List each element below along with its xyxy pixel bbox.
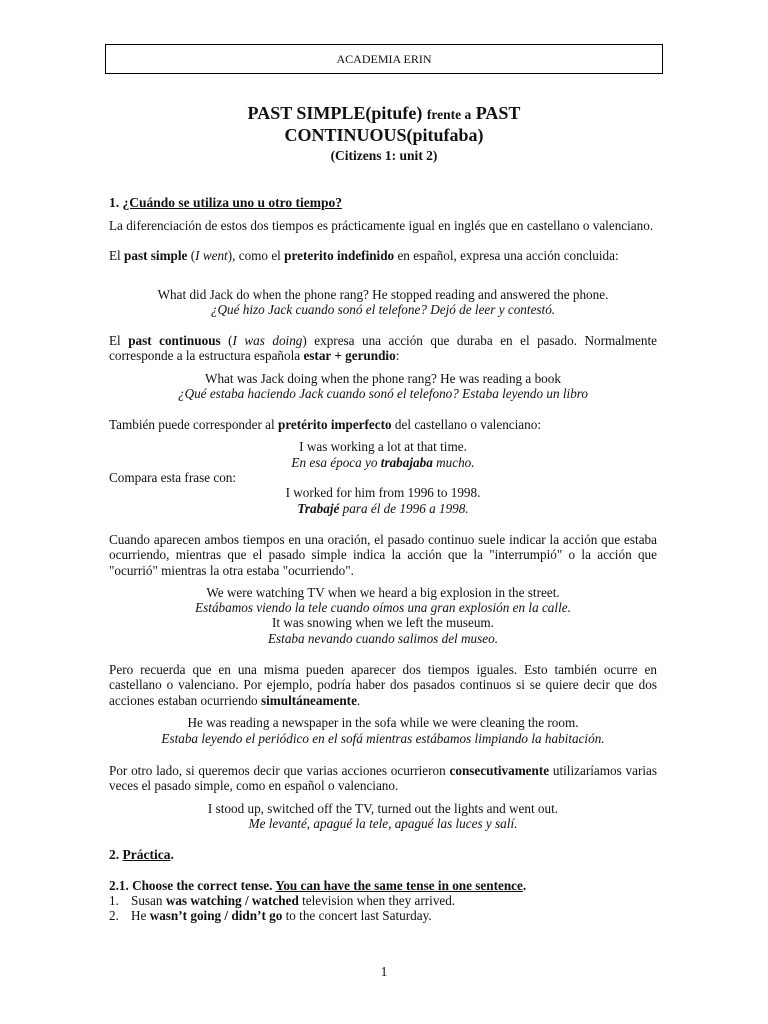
text: El [109,248,125,263]
text: del castellano o valenciano: [391,417,542,432]
text: El [109,333,129,348]
example-7-spanish: Estaba leyendo el periódico en el sofá mientras estábamos limpiando la habitación. [161,731,605,746]
school-name: ACADEMIA ERIN [336,52,432,66]
exercise-item-1 [109,893,657,908]
paragraph-past-continuous [109,333,657,364]
text: ) expresa una acción que duraba en el pasado. Normalmente corresponde a la estructura española [109,333,657,364]
title-past-simple: PAST SIMPLE(pitufe) [247,103,427,123]
exercise-2-1-instructions [109,878,657,893]
example-5-spanish: Estábamos viendo la tele cuando oímos una gran explosión en la calle. [195,600,571,615]
text: Por otro lado, si queremos decir que varias acciones ocurrieron [109,763,450,778]
exercise-title: 2.1. Choose the correct tense. [109,878,276,893]
section-1-title: ¿Cuándo se utiliza uno u otro tiempo? [122,195,343,210]
term-simultaneamente: simultáneamente [260,692,357,708]
title-line-2: CONTINUOUS(pitufaba) [284,125,484,145]
exercise-note: You can have the same tense in one sentence [275,878,523,893]
text: utilizaríamos varias veces el pasado simple, como en español o valenciano. [109,763,657,794]
text: to the concert last Saturday. [282,908,432,923]
section-1-number: 1. [109,195,123,210]
section-1-heading [109,195,657,210]
paragraph-same-tenses [109,662,657,708]
example-2-spanish: ¿Qué estaba haciendo Jack cuando sonó el telefono? Estaba leyendo un libro [177,386,589,401]
term-trabaje: Trabajé [297,501,340,516]
paragraph-intro: La diferenciación de estos dos tiempos es prácticamente igual en inglés que en castellano o valenciano. [109,218,654,233]
term-past-simple: past simple [124,248,188,263]
text: Pero recuerda que en una misma pueden aparecer dos tiempos iguales. Esto también ocurre en castellano o valenciano. Por ejemplo, podría haber dos pasados continuos si se quiere decir que dos acciones estaban ocurriendo [109,662,657,708]
example-6-spanish: Estaba nevando cuando salimos del museo. [267,631,499,646]
item-text [131,893,455,908]
item-number: 2. [109,908,119,923]
paragraph-past-simple [109,248,657,263]
header-box [105,44,663,74]
tense-choice: wasn’t going / didn’t go [149,908,283,923]
term-preterito-imperfecto: pretérito imperfecto [277,417,392,432]
text: . [170,847,174,862]
text: television when they arrived. [298,893,456,908]
page-number: 1 [380,964,388,979]
term-preterito-indefinido: preterito indefinido [284,248,395,263]
tense-choice: was watching / watched [165,893,299,908]
example-1-spanish: ¿Qué hizo Jack cuando sonó el telefone? Dejó de leer y contestó. [210,302,556,317]
text: en español, expresa una acción concluida: [394,248,619,263]
text: ( [220,333,233,348]
section-2-number: 2. [109,847,123,862]
example-3-english: I was working a lot at that time. [299,439,467,454]
example-1-english: What did Jack do when the phone rang? He stopped reading and answered the phone. [157,287,609,302]
example-3-spanish [109,455,657,470]
paragraph-both-tenses: Cuando aparecen ambos tiempos en una oración, el pasado continuo suele indicar la acción que estaba ocurriendo, mientras que el pasado simple indica la acción que la "interrumpió" o la acción que "ocurrió" mientras la otra estaba "ocurriendo". [109,532,657,578]
term-past-continuous: past continuous [128,333,221,348]
text: En esa época yo [291,455,381,470]
item-text [131,908,432,923]
text: para él de 1996 a 1998. [339,501,469,516]
text: . [356,692,361,708]
term-trabajaba: trabajaba [380,455,433,470]
paragraph-consecutive [109,763,657,794]
title-subtitle: (Citizens 1: unit 2) [330,148,438,163]
example-2-english: What was Jack doing when the phone rang? He was reading a book [205,371,561,386]
title-frente-a: frente a [426,107,472,122]
text: ), como el [227,248,285,263]
example-6-english: It was snowing when we left the museum. [272,615,494,630]
compare-label: Compara esta frase con: [109,470,237,485]
text: También puede corresponder al [109,417,278,432]
example-i-was-doing: I was doing [232,333,303,348]
text: He [131,908,150,923]
example-8-spanish: Me levanté, apagué la tele, apagué las luces y salí. [248,816,518,831]
text: mucho. [432,455,475,470]
text: ( [187,248,196,263]
example-8-english: I stood up, switched off the TV, turned out the lights and went out. [207,801,559,816]
section-2-title: Práctica [122,847,171,862]
text: Susan [131,893,166,908]
title-line-1 [105,102,663,126]
example-5-english: We were watching TV when we heard a big explosion in the street. [206,585,560,600]
term-estar-gerundio: estar + gerundio [303,348,396,364]
item-number: 1. [109,893,119,908]
example-4-spanish [109,501,657,516]
example-i-went: I went [195,248,228,263]
text: : [395,348,400,364]
exercise-item-2 [109,908,657,923]
example-4-english: I worked for him from 1996 to 1998. [285,485,481,500]
paragraph-imperfecto [109,417,657,432]
title-past: PAST [471,103,521,123]
example-7-english: He was reading a newspaper in the sofa while we were cleaning the room. [187,715,579,730]
section-2-heading [109,847,657,862]
text: . [522,878,527,893]
term-consecutivamente: consecutivamente [449,763,550,778]
